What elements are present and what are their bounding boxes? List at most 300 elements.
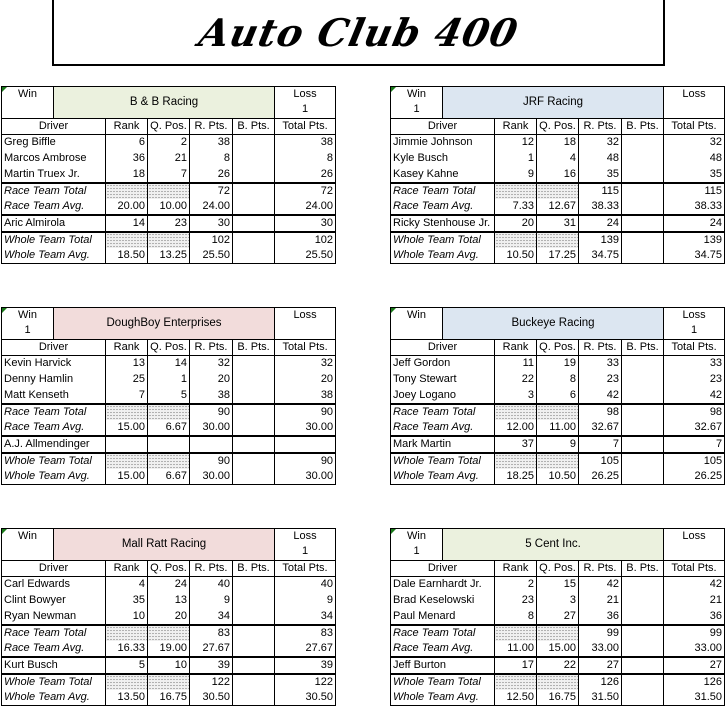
cell-q-pos[interactable] <box>148 453 190 469</box>
cell-total-pts[interactable]: 105 <box>664 453 725 469</box>
cell-q-pos[interactable]: 16.75 <box>148 690 190 706</box>
cell-total-pts[interactable]: 32 <box>664 135 725 151</box>
cell-r-pts[interactable]: 38 <box>190 388 233 404</box>
alternate-driver[interactable]: Jeff Burton <box>391 657 495 674</box>
cell-total-pts[interactable]: 26.25 <box>664 469 725 485</box>
cell-total-pts[interactable]: 30.00 <box>275 469 336 485</box>
race-avg-label[interactable]: Race Team Avg. <box>2 420 106 436</box>
cell-total-pts[interactable]: 24 <box>664 215 725 232</box>
cell-q-pos[interactable]: 10.00 <box>148 199 190 215</box>
win-cell[interactable] <box>391 308 443 340</box>
cell-r-pts[interactable]: 90 <box>190 404 233 420</box>
cell-r-pts[interactable]: 30 <box>190 215 233 232</box>
cell-q-pos[interactable]: 8 <box>537 372 579 388</box>
cell-total-pts[interactable]: 72 <box>275 183 336 199</box>
cell-b-pts[interactable] <box>233 420 275 436</box>
cell-total-pts[interactable]: 139 <box>664 232 725 248</box>
cell-rank[interactable] <box>106 183 148 199</box>
cell-total-pts[interactable]: 99 <box>664 625 725 641</box>
cell-rank[interactable]: 20 <box>495 215 537 232</box>
cell-b-pts[interactable] <box>233 167 275 183</box>
cell-r-pts[interactable]: 8 <box>190 151 233 167</box>
cell-rank[interactable]: 18.50 <box>106 248 148 264</box>
cell-r-pts[interactable]: 35 <box>579 167 622 183</box>
cell-b-pts[interactable] <box>233 674 275 690</box>
cell-total-pts[interactable]: 38 <box>275 135 336 151</box>
cell-b-pts[interactable] <box>622 183 664 199</box>
cell-rank[interactable]: 36 <box>106 151 148 167</box>
driver-name[interactable]: Brad Keselowski <box>391 593 495 609</box>
cell-q-pos[interactable]: 14 <box>148 356 190 372</box>
cell-rank[interactable]: 15.00 <box>106 420 148 436</box>
cell-rank[interactable] <box>106 674 148 690</box>
cell-q-pos[interactable]: 11.00 <box>537 420 579 436</box>
cell-total-pts[interactable]: 30 <box>275 215 336 232</box>
cell-total-pts[interactable]: 48 <box>664 151 725 167</box>
cell-b-pts[interactable] <box>622 625 664 641</box>
whole-avg-label[interactable]: Whole Team Avg. <box>391 690 495 706</box>
cell-b-pts[interactable] <box>233 248 275 264</box>
cell-total-pts[interactable]: 90 <box>275 453 336 469</box>
cell-rank[interactable]: 10.50 <box>495 248 537 264</box>
cell-r-pts[interactable]: 40 <box>190 577 233 593</box>
cell-rank[interactable]: 7 <box>106 388 148 404</box>
cell-r-pts[interactable]: 32 <box>190 356 233 372</box>
cell-b-pts[interactable] <box>622 167 664 183</box>
cell-rank[interactable]: 7.33 <box>495 199 537 215</box>
cell-b-pts[interactable] <box>622 232 664 248</box>
win-cell[interactable] <box>2 87 54 119</box>
cell-q-pos[interactable]: 21 <box>148 151 190 167</box>
cell-r-pts[interactable]: 83 <box>190 625 233 641</box>
cell-rank[interactable] <box>106 404 148 420</box>
win-cell[interactable] <box>2 308 54 340</box>
cell-b-pts[interactable] <box>622 372 664 388</box>
whole-total-label[interactable]: Whole Team Total <box>2 232 106 248</box>
cell-q-pos[interactable] <box>148 404 190 420</box>
cell-total-pts[interactable]: 21 <box>664 593 725 609</box>
cell-q-pos[interactable]: 17.25 <box>537 248 579 264</box>
cell-q-pos[interactable] <box>537 183 579 199</box>
cell-q-pos[interactable]: 16 <box>537 167 579 183</box>
cell-total-pts[interactable]: 42 <box>664 388 725 404</box>
cell-r-pts[interactable]: 126 <box>579 674 622 690</box>
cell-rank[interactable]: 14 <box>106 215 148 232</box>
cell-r-pts[interactable]: 98 <box>579 404 622 420</box>
cell-b-pts[interactable] <box>233 657 275 674</box>
cell-b-pts[interactable] <box>233 593 275 609</box>
cell-q-pos[interactable]: 12.67 <box>537 199 579 215</box>
cell-rank[interactable]: 37 <box>495 436 537 453</box>
cell-rank[interactable]: 8 <box>495 609 537 625</box>
cell-total-pts[interactable]: 33.00 <box>664 641 725 657</box>
cell-rank[interactable]: 1 <box>495 151 537 167</box>
cell-b-pts[interactable] <box>622 420 664 436</box>
cell-total-pts[interactable]: 7 <box>664 436 725 453</box>
cell-q-pos[interactable]: 10 <box>148 657 190 674</box>
cell-rank[interactable]: 12.50 <box>495 690 537 706</box>
whole-total-label[interactable]: Whole Team Total <box>2 453 106 469</box>
cell-total-pts[interactable]: 115 <box>664 183 725 199</box>
cell-total-pts[interactable]: 25.50 <box>275 248 336 264</box>
cell-b-pts[interactable] <box>622 356 664 372</box>
driver-name[interactable]: Tony Stewart <box>391 372 495 388</box>
win-cell[interactable] <box>391 529 443 561</box>
cell-b-pts[interactable] <box>233 151 275 167</box>
cell-r-pts[interactable]: 9 <box>190 593 233 609</box>
driver-name[interactable]: Carl Edwards <box>2 577 106 593</box>
cell-total-pts[interactable]: 33 <box>664 356 725 372</box>
cell-b-pts[interactable] <box>622 674 664 690</box>
race-avg-label[interactable]: Race Team Avg. <box>2 641 106 657</box>
driver-name[interactable]: Dale Earnhardt Jr. <box>391 577 495 593</box>
cell-q-pos[interactable]: 19.00 <box>148 641 190 657</box>
alternate-driver[interactable]: A.J. Allmendinger <box>2 436 106 453</box>
cell-rank[interactable]: 12 <box>495 135 537 151</box>
driver-name[interactable]: Martin Truex Jr. <box>2 167 106 183</box>
cell-total-pts[interactable]: 32.67 <box>664 420 725 436</box>
cell-r-pts[interactable]: 34 <box>190 609 233 625</box>
cell-rank[interactable] <box>495 232 537 248</box>
cell-r-pts[interactable]: 38 <box>190 135 233 151</box>
cell-rank[interactable] <box>106 232 148 248</box>
cell-q-pos[interactable] <box>537 453 579 469</box>
cell-rank[interactable]: 15.00 <box>106 469 148 485</box>
cell-rank[interactable]: 35 <box>106 593 148 609</box>
cell-total-pts[interactable]: 35 <box>664 167 725 183</box>
cell-r-pts[interactable]: 36 <box>579 609 622 625</box>
driver-name[interactable]: Kyle Busch <box>391 151 495 167</box>
loss-cell[interactable] <box>275 308 336 340</box>
cell-r-pts[interactable]: 25.50 <box>190 248 233 264</box>
alternate-driver[interactable]: Aric Almirola <box>2 215 106 232</box>
cell-rank[interactable]: 11 <box>495 356 537 372</box>
cell-r-pts[interactable]: 105 <box>579 453 622 469</box>
cell-b-pts[interactable] <box>622 657 664 674</box>
cell-rank[interactable]: 5 <box>106 657 148 674</box>
cell-b-pts[interactable] <box>233 388 275 404</box>
cell-total-pts[interactable]: 31.50 <box>664 690 725 706</box>
cell-r-pts[interactable]: 33.00 <box>579 641 622 657</box>
cell-b-pts[interactable] <box>233 183 275 199</box>
whole-avg-label[interactable]: Whole Team Avg. <box>391 469 495 485</box>
cell-b-pts[interactable] <box>622 215 664 232</box>
cell-total-pts[interactable]: 26 <box>275 167 336 183</box>
win-cell[interactable] <box>2 529 54 561</box>
cell-rank[interactable]: 16.33 <box>106 641 148 657</box>
cell-q-pos[interactable]: 3 <box>537 593 579 609</box>
cell-q-pos[interactable] <box>537 232 579 248</box>
cell-r-pts[interactable]: 31.50 <box>579 690 622 706</box>
cell-q-pos[interactable]: 22 <box>537 657 579 674</box>
cell-b-pts[interactable] <box>233 404 275 420</box>
cell-total-pts[interactable]: 27.67 <box>275 641 336 657</box>
loss-cell[interactable] <box>275 529 336 561</box>
driver-name[interactable]: Kasey Kahne <box>391 167 495 183</box>
cell-r-pts[interactable]: 99 <box>579 625 622 641</box>
whole-avg-label[interactable]: Whole Team Avg. <box>2 690 106 706</box>
cell-total-pts[interactable]: 36 <box>664 609 725 625</box>
cell-q-pos[interactable]: 13.25 <box>148 248 190 264</box>
cell-q-pos[interactable]: 18 <box>537 135 579 151</box>
cell-r-pts[interactable]: 27 <box>579 657 622 674</box>
cell-b-pts[interactable] <box>233 690 275 706</box>
cell-q-pos[interactable]: 27 <box>537 609 579 625</box>
cell-total-pts[interactable]: 122 <box>275 674 336 690</box>
cell-r-pts[interactable]: 24 <box>579 215 622 232</box>
cell-total-pts[interactable] <box>275 436 336 453</box>
cell-b-pts[interactable] <box>622 404 664 420</box>
cell-r-pts[interactable]: 30.50 <box>190 690 233 706</box>
cell-r-pts[interactable]: 7 <box>579 436 622 453</box>
cell-r-pts[interactable]: 139 <box>579 232 622 248</box>
cell-b-pts[interactable] <box>233 577 275 593</box>
cell-total-pts[interactable]: 98 <box>664 404 725 420</box>
cell-r-pts[interactable]: 30.00 <box>190 420 233 436</box>
cell-rank[interactable]: 22 <box>495 372 537 388</box>
cell-q-pos[interactable]: 20 <box>148 609 190 625</box>
race-total-label[interactable]: Race Team Total <box>391 404 495 420</box>
cell-q-pos[interactable]: 6.67 <box>148 420 190 436</box>
cell-q-pos[interactable] <box>148 183 190 199</box>
driver-name[interactable]: Clint Bowyer <box>2 593 106 609</box>
cell-r-pts[interactable]: 34.75 <box>579 248 622 264</box>
cell-total-pts[interactable]: 34 <box>275 609 336 625</box>
cell-q-pos[interactable]: 7 <box>148 167 190 183</box>
cell-q-pos[interactable] <box>537 404 579 420</box>
cell-b-pts[interactable] <box>233 469 275 485</box>
cell-rank[interactable]: 10 <box>106 609 148 625</box>
cell-rank[interactable]: 17 <box>495 657 537 674</box>
cell-q-pos[interactable]: 23 <box>148 215 190 232</box>
cell-q-pos[interactable] <box>148 625 190 641</box>
cell-q-pos[interactable]: 31 <box>537 215 579 232</box>
cell-q-pos[interactable] <box>148 674 190 690</box>
win-cell[interactable] <box>391 87 443 119</box>
cell-total-pts[interactable]: 23 <box>664 372 725 388</box>
cell-rank[interactable]: 4 <box>106 577 148 593</box>
cell-b-pts[interactable] <box>622 593 664 609</box>
whole-avg-label[interactable]: Whole Team Avg. <box>2 469 106 485</box>
whole-total-label[interactable]: Whole Team Total <box>2 674 106 690</box>
cell-q-pos[interactable]: 15 <box>537 577 579 593</box>
cell-rank[interactable]: 25 <box>106 372 148 388</box>
cell-r-pts[interactable]: 21 <box>579 593 622 609</box>
cell-r-pts[interactable]: 30.00 <box>190 469 233 485</box>
driver-name[interactable]: Matt Kenseth <box>2 388 106 404</box>
cell-b-pts[interactable] <box>233 609 275 625</box>
race-total-label[interactable]: Race Team Total <box>391 625 495 641</box>
cell-r-pts[interactable]: 32 <box>579 135 622 151</box>
cell-b-pts[interactable] <box>233 372 275 388</box>
cell-q-pos[interactable]: 2 <box>148 135 190 151</box>
driver-name[interactable]: Jimmie Johnson <box>391 135 495 151</box>
cell-total-pts[interactable]: 24.00 <box>275 199 336 215</box>
cell-b-pts[interactable] <box>233 356 275 372</box>
cell-b-pts[interactable] <box>622 690 664 706</box>
cell-r-pts[interactable]: 42 <box>579 388 622 404</box>
cell-r-pts[interactable]: 20 <box>190 372 233 388</box>
loss-cell[interactable] <box>275 87 336 119</box>
cell-rank[interactable]: 11.00 <box>495 641 537 657</box>
cell-total-pts[interactable]: 8 <box>275 151 336 167</box>
loss-cell[interactable] <box>664 308 725 340</box>
cell-total-pts[interactable]: 42 <box>664 577 725 593</box>
cell-q-pos[interactable]: 6 <box>537 388 579 404</box>
cell-r-pts[interactable]: 33 <box>579 356 622 372</box>
cell-rank[interactable] <box>495 404 537 420</box>
alternate-driver[interactable]: Ricky Stenhouse Jr. <box>391 215 495 232</box>
cell-r-pts[interactable]: 39 <box>190 657 233 674</box>
cell-r-pts[interactable]: 115 <box>579 183 622 199</box>
cell-rank[interactable]: 18.25 <box>495 469 537 485</box>
cell-b-pts[interactable] <box>622 577 664 593</box>
cell-b-pts[interactable] <box>622 641 664 657</box>
loss-cell[interactable] <box>664 87 725 119</box>
cell-q-pos[interactable]: 13 <box>148 593 190 609</box>
whole-avg-label[interactable]: Whole Team Avg. <box>391 248 495 264</box>
driver-name[interactable]: Kevin Harvick <box>2 356 106 372</box>
cell-r-pts[interactable]: 102 <box>190 232 233 248</box>
cell-r-pts[interactable] <box>190 436 233 453</box>
alternate-driver[interactable]: Mark Martin <box>391 436 495 453</box>
cell-b-pts[interactable] <box>233 436 275 453</box>
cell-rank[interactable]: 6 <box>106 135 148 151</box>
cell-total-pts[interactable]: 40 <box>275 577 336 593</box>
cell-b-pts[interactable] <box>233 625 275 641</box>
cell-q-pos[interactable]: 9 <box>537 436 579 453</box>
cell-rank[interactable]: 23 <box>495 593 537 609</box>
cell-rank[interactable]: 2 <box>495 577 537 593</box>
whole-total-label[interactable]: Whole Team Total <box>391 674 495 690</box>
cell-b-pts[interactable] <box>233 453 275 469</box>
cell-rank[interactable]: 20.00 <box>106 199 148 215</box>
cell-rank[interactable] <box>495 183 537 199</box>
cell-r-pts[interactable]: 26 <box>190 167 233 183</box>
alternate-driver[interactable]: Kurt Busch <box>2 657 106 674</box>
cell-rank[interactable]: 13.50 <box>106 690 148 706</box>
cell-rank[interactable] <box>495 674 537 690</box>
cell-rank[interactable]: 12.00 <box>495 420 537 436</box>
cell-rank[interactable]: 3 <box>495 388 537 404</box>
cell-rank[interactable] <box>106 453 148 469</box>
cell-b-pts[interactable] <box>622 388 664 404</box>
cell-q-pos[interactable]: 5 <box>148 388 190 404</box>
cell-r-pts[interactable]: 48 <box>579 151 622 167</box>
cell-total-pts[interactable]: 30.50 <box>275 690 336 706</box>
cell-q-pos[interactable]: 1 <box>148 372 190 388</box>
whole-avg-label[interactable]: Whole Team Avg. <box>2 248 106 264</box>
cell-rank[interactable]: 13 <box>106 356 148 372</box>
cell-b-pts[interactable] <box>233 232 275 248</box>
driver-name[interactable]: Jeff Gordon <box>391 356 495 372</box>
cell-r-pts[interactable]: 42 <box>579 577 622 593</box>
cell-total-pts[interactable]: 39 <box>275 657 336 674</box>
cell-q-pos[interactable]: 4 <box>537 151 579 167</box>
cell-b-pts[interactable] <box>233 135 275 151</box>
driver-name[interactable]: Denny Hamlin <box>2 372 106 388</box>
whole-total-label[interactable]: Whole Team Total <box>391 232 495 248</box>
cell-b-pts[interactable] <box>622 199 664 215</box>
cell-total-pts[interactable]: 30.00 <box>275 420 336 436</box>
cell-r-pts[interactable]: 122 <box>190 674 233 690</box>
cell-b-pts[interactable] <box>622 248 664 264</box>
cell-q-pos[interactable]: 6.67 <box>148 469 190 485</box>
cell-q-pos[interactable]: 16.75 <box>537 690 579 706</box>
race-avg-label[interactable]: Race Team Avg. <box>2 199 106 215</box>
cell-q-pos[interactable]: 19 <box>537 356 579 372</box>
loss-cell[interactable] <box>664 529 725 561</box>
cell-q-pos[interactable] <box>148 232 190 248</box>
cell-b-pts[interactable] <box>622 436 664 453</box>
driver-name[interactable]: Ryan Newman <box>2 609 106 625</box>
cell-rank[interactable] <box>106 436 148 453</box>
cell-q-pos[interactable] <box>537 625 579 641</box>
cell-total-pts[interactable]: 27 <box>664 657 725 674</box>
race-total-label[interactable]: Race Team Total <box>391 183 495 199</box>
cell-total-pts[interactable]: 38.33 <box>664 199 725 215</box>
cell-total-pts[interactable]: 9 <box>275 593 336 609</box>
driver-name[interactable]: Greg Biffle <box>2 135 106 151</box>
cell-total-pts[interactable]: 38 <box>275 388 336 404</box>
cell-r-pts[interactable]: 32.67 <box>579 420 622 436</box>
cell-b-pts[interactable] <box>622 453 664 469</box>
cell-total-pts[interactable]: 34.75 <box>664 248 725 264</box>
cell-total-pts[interactable]: 83 <box>275 625 336 641</box>
cell-rank[interactable] <box>495 625 537 641</box>
cell-rank[interactable] <box>495 453 537 469</box>
cell-q-pos[interactable]: 24 <box>148 577 190 593</box>
race-avg-label[interactable]: Race Team Avg. <box>391 420 495 436</box>
cell-q-pos[interactable]: 15.00 <box>537 641 579 657</box>
race-total-label[interactable]: Race Team Total <box>2 404 106 420</box>
cell-total-pts[interactable]: 20 <box>275 372 336 388</box>
cell-b-pts[interactable] <box>622 609 664 625</box>
driver-name[interactable]: Paul Menard <box>391 609 495 625</box>
cell-rank[interactable]: 18 <box>106 167 148 183</box>
cell-b-pts[interactable] <box>622 469 664 485</box>
cell-r-pts[interactable]: 90 <box>190 453 233 469</box>
cell-r-pts[interactable]: 26.25 <box>579 469 622 485</box>
cell-b-pts[interactable] <box>622 135 664 151</box>
cell-rank[interactable] <box>106 625 148 641</box>
cell-total-pts[interactable]: 32 <box>275 356 336 372</box>
cell-q-pos[interactable] <box>537 674 579 690</box>
cell-rank[interactable]: 9 <box>495 167 537 183</box>
cell-total-pts[interactable]: 126 <box>664 674 725 690</box>
cell-b-pts[interactable] <box>233 215 275 232</box>
cell-b-pts[interactable] <box>233 199 275 215</box>
race-avg-label[interactable]: Race Team Avg. <box>391 641 495 657</box>
whole-total-label[interactable]: Whole Team Total <box>391 453 495 469</box>
cell-r-pts[interactable]: 23 <box>579 372 622 388</box>
cell-total-pts[interactable]: 102 <box>275 232 336 248</box>
race-total-label[interactable]: Race Team Total <box>2 625 106 641</box>
cell-total-pts[interactable]: 90 <box>275 404 336 420</box>
cell-b-pts[interactable] <box>622 151 664 167</box>
cell-b-pts[interactable] <box>233 641 275 657</box>
driver-name[interactable]: Joey Logano <box>391 388 495 404</box>
cell-r-pts[interactable]: 72 <box>190 183 233 199</box>
race-avg-label[interactable]: Race Team Avg. <box>391 199 495 215</box>
cell-q-pos[interactable] <box>148 436 190 453</box>
race-total-label[interactable]: Race Team Total <box>2 183 106 199</box>
cell-r-pts[interactable]: 24.00 <box>190 199 233 215</box>
cell-r-pts[interactable]: 38.33 <box>579 199 622 215</box>
cell-q-pos[interactable]: 10.50 <box>537 469 579 485</box>
cell-r-pts[interactable]: 27.67 <box>190 641 233 657</box>
driver-name[interactable]: Marcos Ambrose <box>2 151 106 167</box>
